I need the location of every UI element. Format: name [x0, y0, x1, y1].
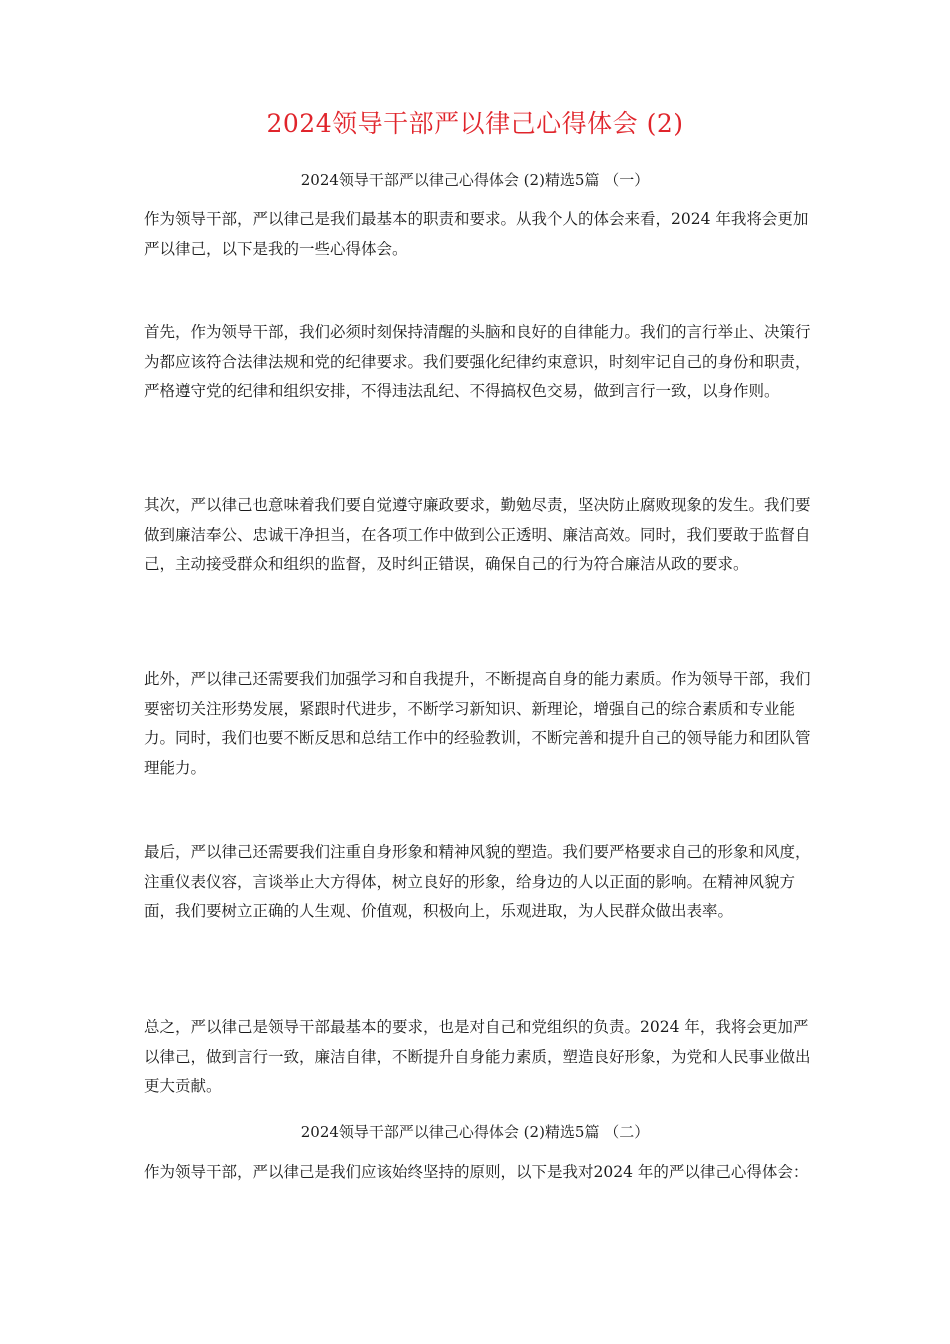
paragraph: 其次，严以律己也意味着我们要自觉遵守廉政要求，勤勉尽责，坚决防止腐败现象的发生。我们要做到廉洁奉公、忠诚干净担当，在各项工作中做到公正透明、廉洁高效。同时，我们要敢于监督自己，主动接受群众和组织的监督，及时纠正错误，确保自己的行为符合廉洁从政的要求。 — [144, 496, 811, 573]
paragraph: 总之，严以律己是领导干部最基本的要求，也是对自己和党组织的负责。2024 年，我将会更加严以律己，做到言行一致，廉洁自律，不断提升自身能力素质，塑造良好形象，为党和人民事业做出更大贡献。 — [144, 1018, 811, 1095]
section-heading-2: 2024领导干部严以律己心得体会 (2)精选5篇 （二） — [300, 1123, 650, 1141]
paragraph: 作为领导干部，严以律己是我们应该始终坚持的原则，以下是我对2024 年的严以律己心得体会： — [144, 1163, 809, 1181]
paragraph: 首先，作为领导干部，我们必须时刻保持清醒的头脑和良好的自律能力。我们的言行举止、决策行为都应该符合法律法规和党的纪律要求。我们要强化纪律约束意识，时刻牢记自己的身份和职责，严格遵守党的纪律和组织安排，不得违法乱纪、不得搞权色交易，做到言行一致，以身作则。 — [144, 323, 811, 400]
paragraph: 最后，严以律己还需要我们注重自身形象和精神风貌的塑造。我们要严格要求自己的形象和风度，注重仪表仪容，言谈举止大方得体，树立良好的形象，给身边的人以正面的影响。在精神风貌方面，我们要树立正确的人生观、价值观，积极向上，乐观进取，为人民群众做出表率。 — [144, 843, 811, 920]
paragraph: 作为领导干部，严以律己是我们最基本的职责和要求。从我个人的体会来看，2024 年我将会更加严以律己，以下是我的一些心得体会。 — [144, 210, 809, 258]
section-heading-1: 2024领导干部严以律己心得体会 (2)精选5篇 （一） — [300, 171, 650, 189]
paragraph: 此外，严以律己还需要我们加强学习和自我提升，不断提高自身的能力素质。作为领导干部，我们要密切关注形势发展，紧跟时代进步，不断学习新知识、新理论，增强自己的综合素质和专业能力。同时，我们也要不断反思和总结工作中的经验教训，不断完善和提升自己的领导能力和团队管理能力。 — [144, 670, 811, 777]
document-title: 2024领导干部严以律己心得体会 (2) — [266, 109, 684, 138]
